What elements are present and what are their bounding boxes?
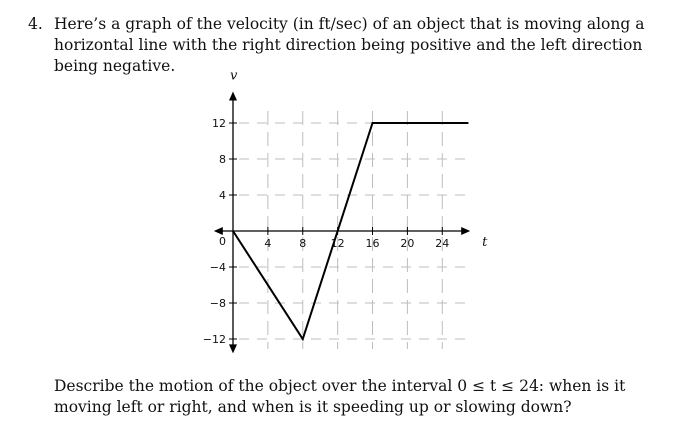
- problem-number: 4.: [28, 15, 43, 33]
- x-axis-label: t: [482, 235, 488, 250]
- question-text: Describe the motion of the object over the interval 0 ≤ t ≤ 24: when is it moving left or right, and when is it speeding up or slowing down?: [54, 377, 626, 416]
- problem-text: Here’s a graph of the velocity (in ft/sec) of an object that is moving along a horizontal line with the right direction being positive and the left direction being negative.: [54, 15, 645, 75]
- x-tick-label: 12: [330, 237, 345, 250]
- y-tick-label: 12: [212, 117, 226, 130]
- y-tick-label: 4: [219, 189, 226, 202]
- x-tick-label: 4: [264, 237, 272, 250]
- grid: [239, 111, 468, 349]
- y-tick-label: 0: [219, 235, 226, 248]
- x-tick-label: 8: [299, 237, 307, 250]
- y-tick-label: 8: [219, 153, 226, 166]
- axes: [214, 92, 470, 354]
- x-tick-label: 20: [400, 237, 415, 250]
- x-axis-arrow-left: [214, 227, 223, 235]
- x-tick-label: 16: [365, 237, 380, 250]
- y-tick-label: −8: [209, 297, 226, 310]
- y-axis-label: v: [230, 68, 238, 84]
- y-axis-arrow-down: [229, 344, 237, 353]
- y-axis-arrow-up: [229, 92, 237, 101]
- y-tick-label: −4: [209, 261, 226, 274]
- x-axis-arrow-right: [461, 227, 470, 235]
- y-tick-label: −12: [202, 333, 226, 346]
- x-tick-label: 24: [435, 237, 450, 250]
